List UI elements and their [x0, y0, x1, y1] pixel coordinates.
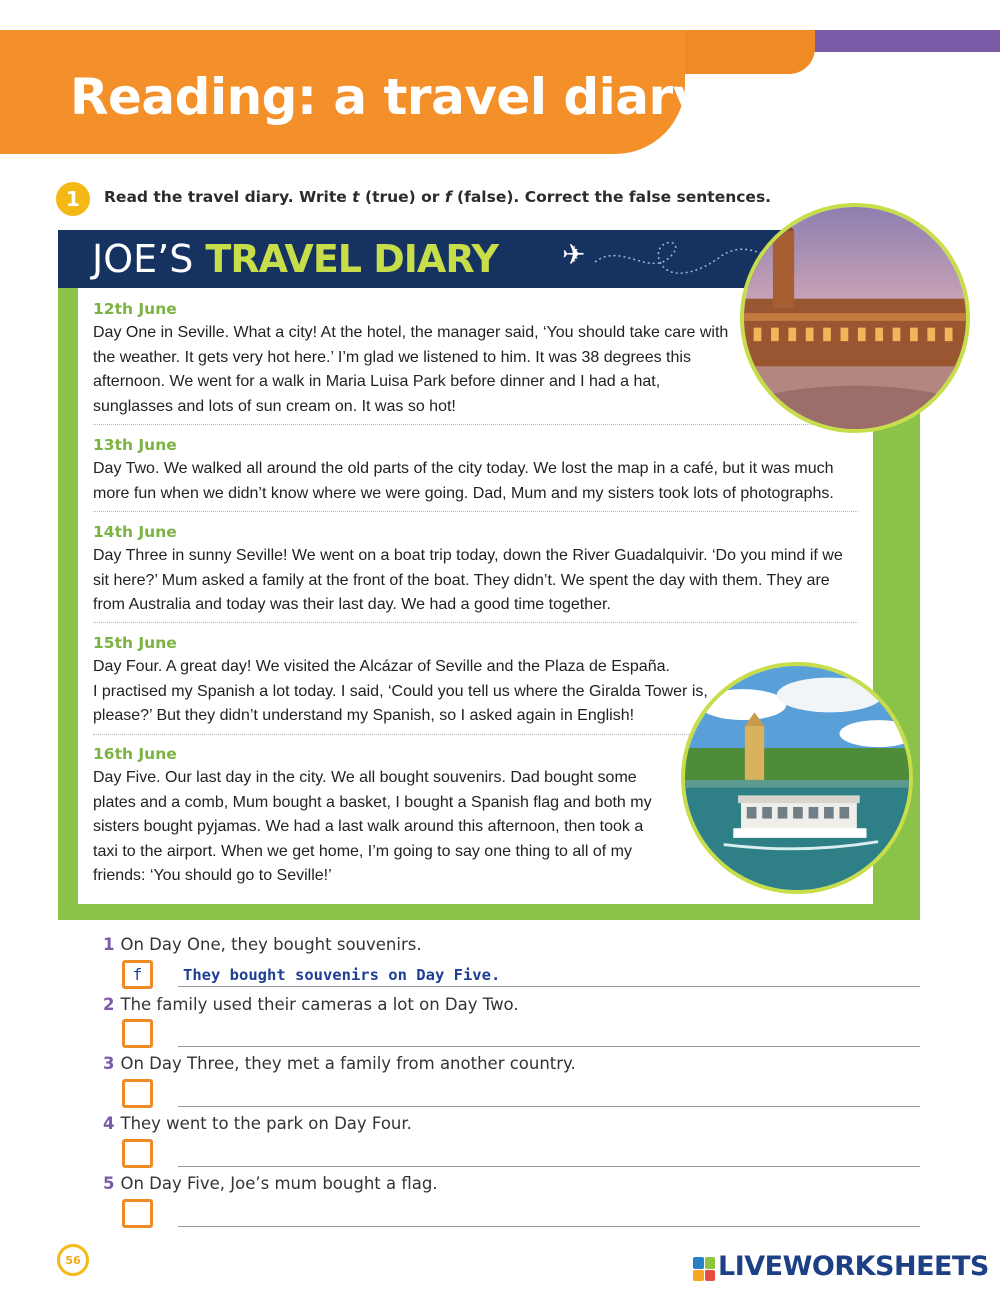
question-2: 2 The family used their cameras a lot on Day Two. — [103, 995, 519, 1014]
question-4: 4 They went to the park on Day Four. — [103, 1114, 412, 1133]
page-title: Reading: a travel diary — [70, 68, 705, 126]
question-1: 1 On Day One, they bought souvenirs. — [103, 935, 422, 954]
answer-line-2 — [178, 1046, 920, 1047]
entry-date: 16th June — [93, 745, 177, 763]
instruction-text: Read the travel diary. Write t (true) or f (false). Correct the false sentences. — [104, 188, 772, 206]
airplane-icon: ✈ — [562, 238, 586, 271]
exercise-number-badge: 1 — [56, 182, 90, 216]
diary-title-travel: TRAVEL DIARY — [205, 237, 499, 281]
entry-date: 15th June — [93, 634, 177, 652]
river-boat-photo — [681, 662, 913, 894]
answer-line-3 — [178, 1106, 920, 1107]
diary-entry-2 — [93, 433, 863, 506]
answer-box-3[interactable] — [122, 1079, 153, 1108]
answer-text-1[interactable]: They bought souvenirs on Day Five. — [183, 966, 501, 984]
answer-box-1[interactable]: f — [122, 960, 153, 989]
answer-box-2[interactable] — [122, 1019, 153, 1048]
entry-divider — [93, 424, 858, 425]
question-3: 3 On Day Three, they met a family from another country. — [103, 1054, 576, 1073]
answer-line-4 — [178, 1166, 920, 1167]
entry-text: Day Five. Our last day in the city. We all bought souvenirs. Dad bought some plates and a comb, Mum bought a basket, I bought a Spanish flag and both my sisters bought pyjamas. We had a last walk around this afternoon, then took a taxi to the airport. When we get home, I’m going to say one thing to all of my friends: ‘You should go to Seville!’ — [93, 769, 652, 884]
entry-text: Day One in Seville. What a city! At the hotel, the manager said, ‘You should take care with the weather. It gets very hot here.’ I’m glad we listened to him. It was 38 degrees this afternoon. We went for a walk in Maria Luisa Park before dinner and I had a hat, sunglasses and lots of sun cream on. It was so hot! — [93, 324, 729, 415]
answer-box-5[interactable] — [122, 1199, 153, 1228]
entry-date: 12th June — [93, 300, 177, 318]
diary-title-joes: JOE’S — [92, 237, 194, 281]
plaza-de-espana-photo — [740, 203, 970, 433]
entry-text: Day Four. A great day! We visited the Alcázar of Seville and the Plaza de España. I practised my Spanish a lot today. I said, ‘Could you tell us where the Giralda Tower is, please?’ But they didn’t understand my Spanish, so I asked again in English! — [93, 658, 708, 724]
entry-divider — [93, 622, 858, 623]
entry-date: 14th June — [93, 523, 177, 541]
diary-entry-3 — [93, 520, 863, 618]
entry-date: 13th June — [93, 436, 177, 454]
entry-divider — [93, 734, 693, 735]
entry-text: Day Three in sunny Seville! We went on a boat trip today, down the River Guadalquivir. ‘Do you mind if we sit here?’ Mum asked a family at the front of the boat. They didn’t. We spent the day with them. They are from Australia and today was their last day. We had a good time together. — [93, 547, 843, 613]
answer-line-1 — [178, 986, 920, 987]
liveworksheets-logo-icon — [693, 1257, 715, 1281]
liveworksheets-brand: LIVEWORKSHEETS — [718, 1251, 989, 1282]
page-number: 56 — [57, 1244, 89, 1276]
entry-divider — [93, 511, 858, 512]
diary-title — [92, 236, 498, 282]
entry-text: Day Two. We walked all around the old parts of the city today. We lost the map in a café, but it was much more fun when we didn’t know where we were going. Dad, Mum and my sisters took lots of photographs. — [93, 460, 834, 502]
question-5: 5 On Day Five, Joe’s mum bought a flag. — [103, 1174, 438, 1193]
answer-line-5 — [178, 1226, 920, 1227]
answer-box-4[interactable] — [122, 1139, 153, 1168]
